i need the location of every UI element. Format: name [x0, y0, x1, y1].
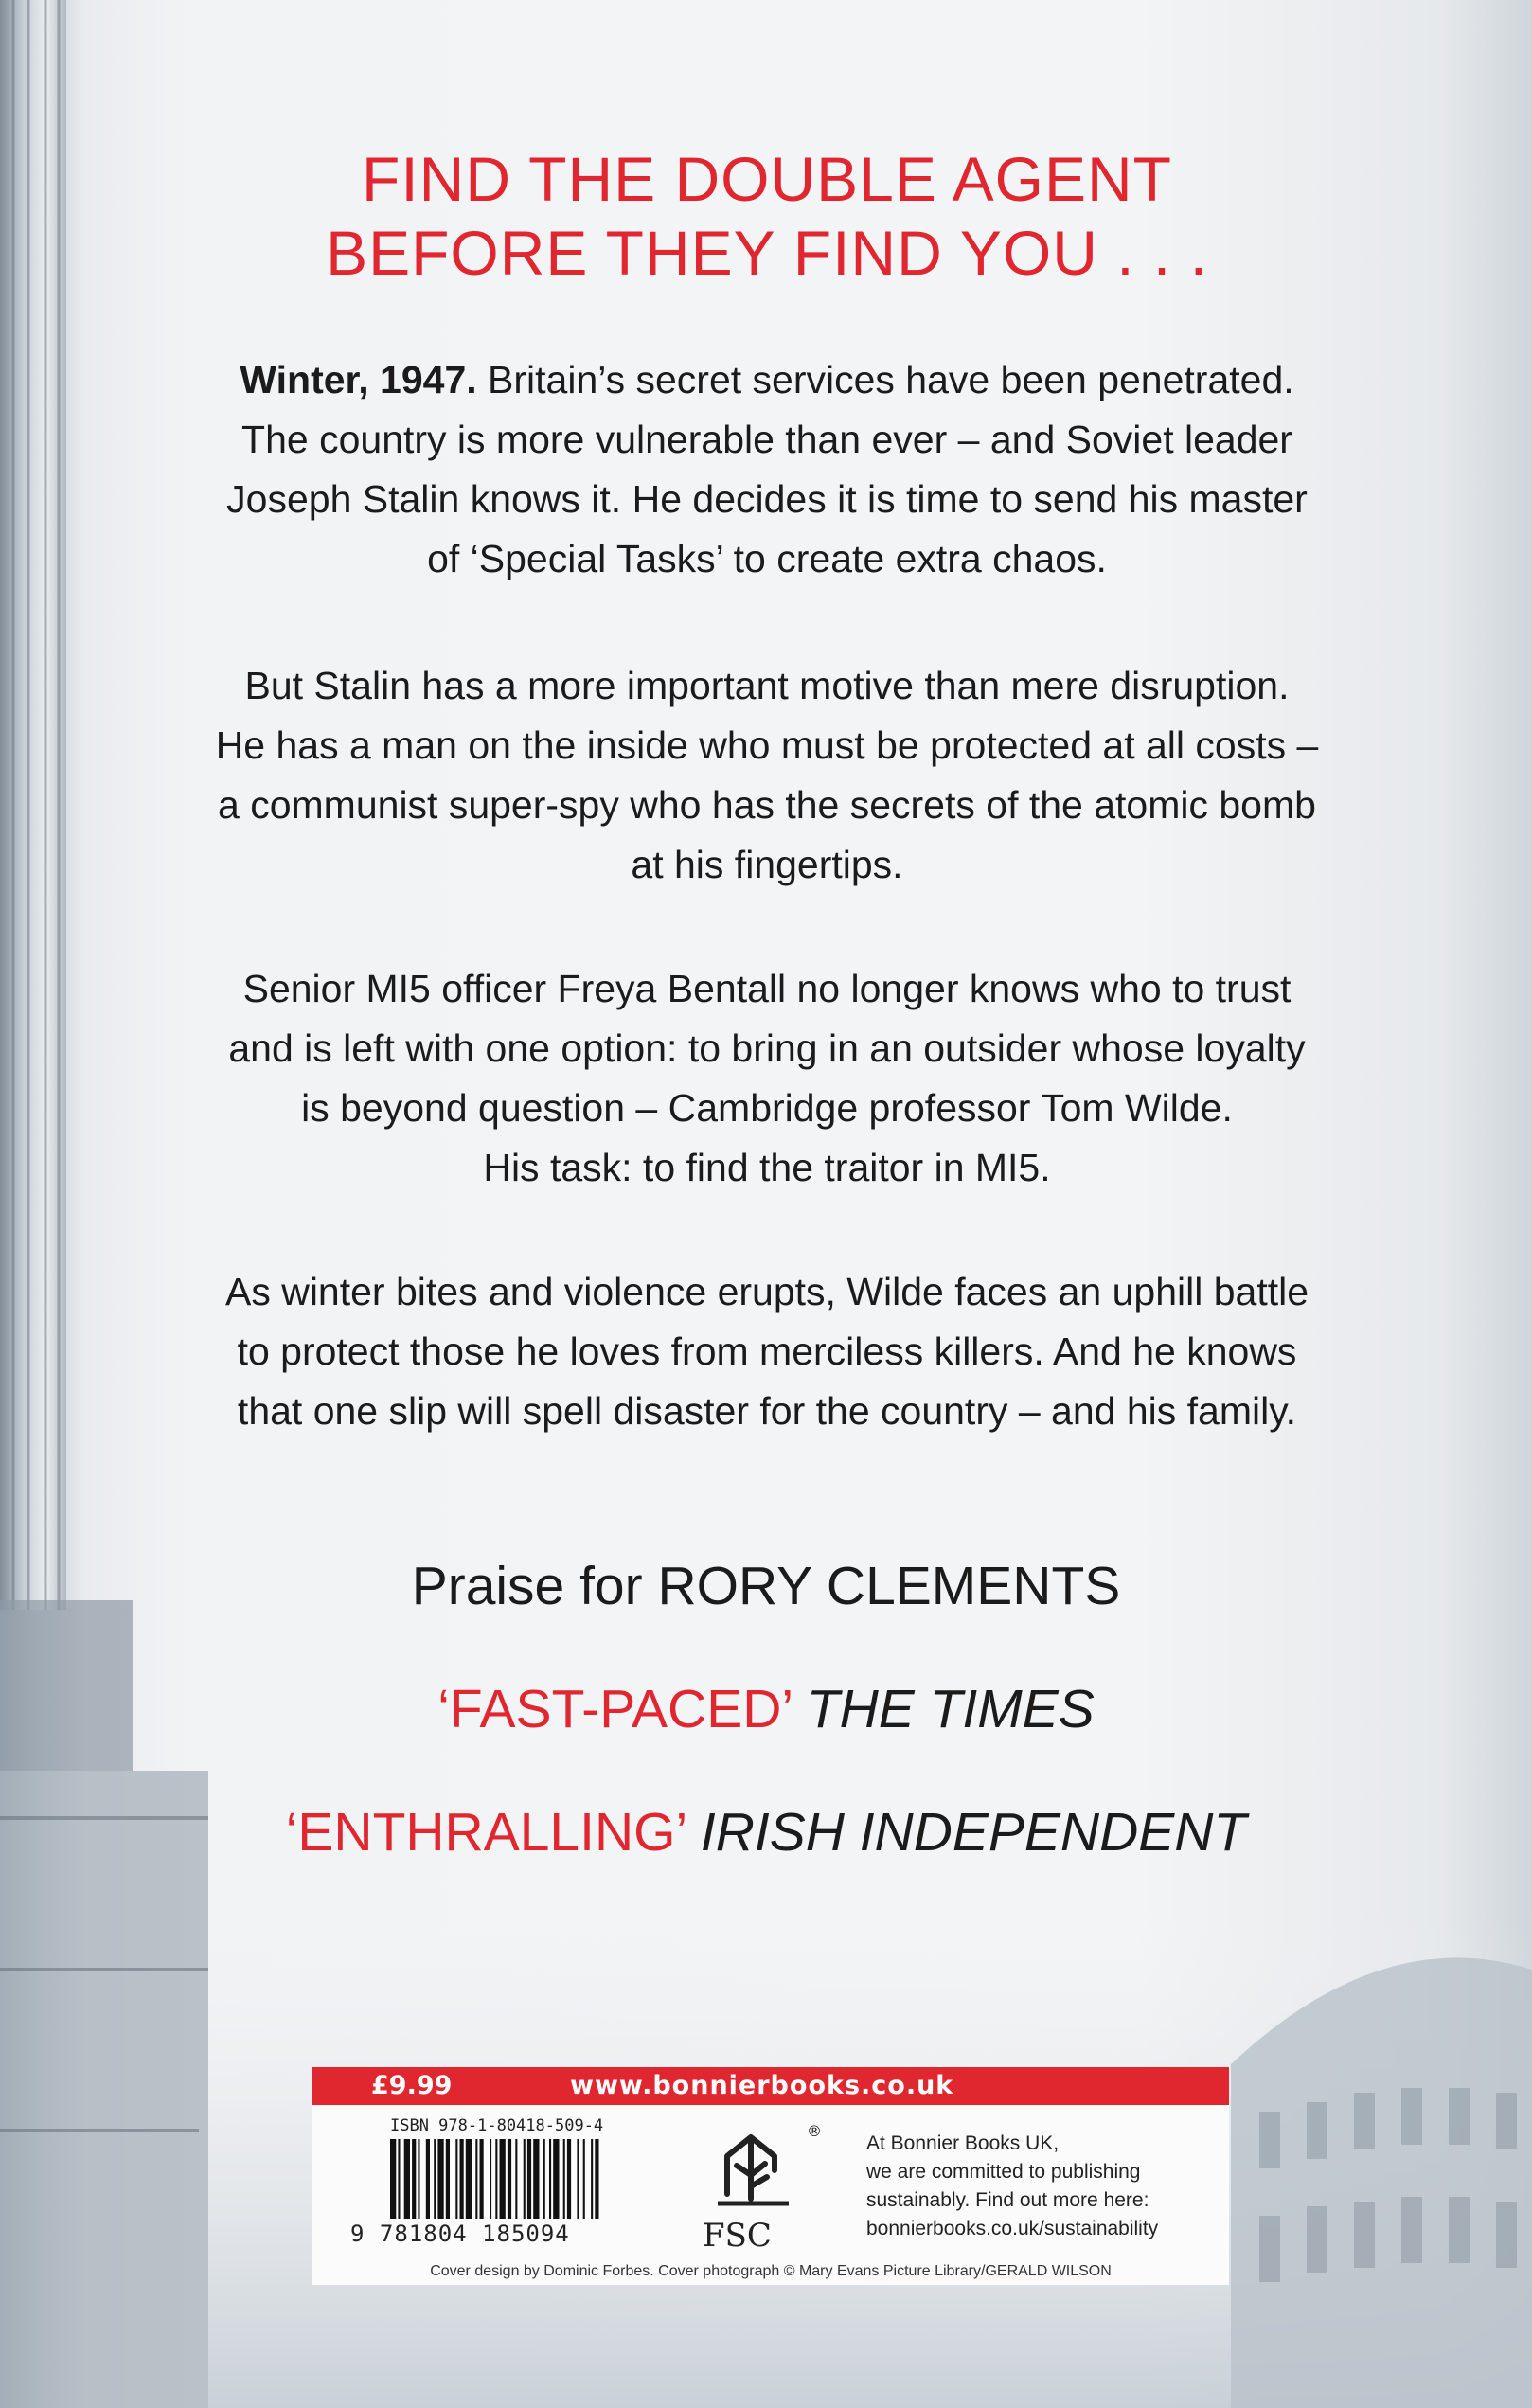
review-quote-source: THE TIMES	[806, 1679, 1095, 1739]
blurb-line: Senior MI5 officer Freya Bentall no longer knows who to trust	[242, 967, 1292, 1010]
praise-heading	[189, 1553, 1343, 1619]
blurb-line: But Stalin has a more important motive than mere disruption.	[244, 664, 1290, 707]
sustainability-line: bonnierbooks.co.uk/sustainability	[866, 2218, 1159, 2239]
blurb-paragraph-1	[114, 350, 1420, 589]
blurb-line: The country is more vulnerable than ever – and Soviet leader	[241, 418, 1292, 461]
review-quote-1	[189, 1676, 1343, 1742]
praise-prefix: Praise for	[411, 1556, 658, 1616]
publisher-website: www.bonnierbooks.co.uk	[570, 2071, 954, 2100]
headline	[237, 142, 1297, 290]
sustainability-statement	[866, 2130, 1217, 2243]
praise-author: RORY CLEMENTS	[657, 1556, 1121, 1616]
price-bar	[312, 2067, 1229, 2105]
review-quote-source: IRISH INDEPENDENT	[700, 1802, 1247, 1863]
column-shaft	[0, 0, 66, 1610]
column-base	[0, 1771, 208, 2408]
blurb-paragraph-4	[114, 1262, 1420, 1441]
blurb-line: He has a man on the inside who must be protected at all costs –	[215, 723, 1319, 767]
blurb-line: that one slip will spell disaster for the country – and his family.	[237, 1389, 1297, 1433]
blurb-line: and is left with one option: to bring in an outsider whose loyalty	[228, 1026, 1306, 1070]
blurb-paragraph-3	[114, 959, 1420, 1198]
column-capital	[0, 1600, 133, 1771]
review-quote-text: ‘FAST-PACED’	[437, 1679, 792, 1739]
barcode-digits: 9 781804 185094	[350, 2221, 570, 2247]
headline-line-1: FIND THE DOUBLE AGENT	[362, 144, 1172, 214]
sustainability-line: At Bonnier Books UK,	[866, 2132, 1060, 2154]
cover-credits: Cover design by Dominic Forbes. Cover photograph © Mary Evans Picture Library/GERALD WILSON	[430, 2263, 1112, 2279]
blurb-line: His task: to find the traitor in MI5.	[483, 1146, 1051, 1189]
fsc-registered-mark: ®	[807, 2122, 822, 2140]
barcode-icon	[390, 2139, 665, 2224]
blurb-line: As winter bites and violence erupts, Wilde faces an uphill battle	[224, 1270, 1309, 1313]
fsc-tree-icon	[708, 2128, 812, 2218]
blurb-line	[114, 350, 1420, 410]
blurb-line: Joseph Stalin knows it. He decides it is time to send his master	[226, 477, 1308, 521]
price: £9.99	[371, 2071, 453, 2100]
fsc-label: FSC	[703, 2217, 772, 2255]
review-quote-text: ‘ENTHRALLING’	[285, 1802, 686, 1863]
blurb-line: a communist super-spy who has the secrets of the atomic bomb	[218, 783, 1316, 827]
blurb-text: Britain’s secret services have been penetrated.	[476, 358, 1294, 401]
headline-line-2: BEFORE THEY FIND YOU . . .	[326, 218, 1208, 288]
blurb-lead: Winter, 1947.	[240, 358, 477, 401]
sustainability-line: we are committed to publishing	[866, 2161, 1141, 2183]
sustainability-line: sustainably. Find out more here:	[866, 2189, 1149, 2211]
review-quote-2	[189, 1799, 1343, 1865]
blurb-line: is beyond question – Cambridge professor Tom Wilde.	[301, 1086, 1233, 1130]
blurb-line: of ‘Special Tasks’ to create extra chaos.	[427, 537, 1107, 580]
isbn-label: ISBN 978-1-80418-509-4	[390, 2116, 604, 2135]
blurb-line: to protect those he loves from merciless killers. And he knows	[237, 1329, 1297, 1373]
blurb-line: at his fingertips.	[631, 843, 903, 886]
blurb-paragraph-2	[114, 656, 1420, 895]
barcode-panel	[312, 2105, 1229, 2285]
